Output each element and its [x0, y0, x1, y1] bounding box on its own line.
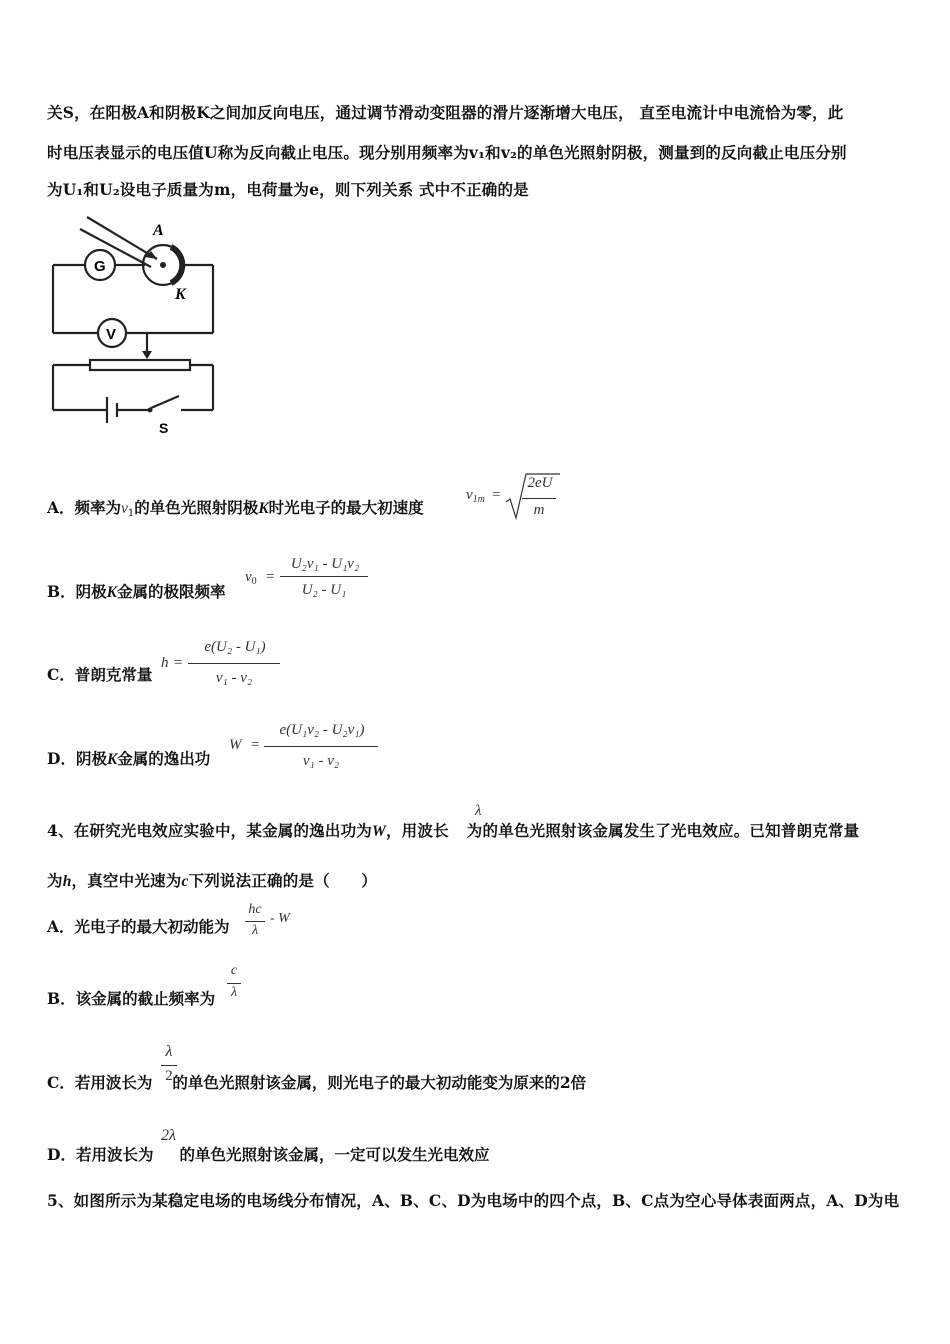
intro-line-3: 为U₁和U₂设电子质量为m，电荷量为e，则下列关系 式中不正确的是 [47, 180, 529, 199]
q5-line-1: 5、如图所示为某稳定电场的电场线分布情况，A、B、C、D为电场中的四个点，B、C点为空心导体表面两点，A、D为电 [47, 1191, 900, 1210]
q3-d-num: e(U₁v₂ - U₂v₁) [279, 722, 365, 738]
label-A: A [153, 222, 164, 239]
q4-line-2: 为h，真空中光速为c下列说法正确的是（ ） [47, 871, 377, 890]
q4-lambda: λ [475, 803, 482, 819]
q3-d-lhs: W [229, 737, 242, 753]
q3-option-c: C．普朗克常量 [47, 665, 153, 684]
q3-option-d: D．阴极K金属的逸出功 [47, 749, 211, 768]
q4-a-num: hc [248, 902, 262, 917]
q4-c-num: λ [165, 1043, 173, 1060]
q4-c-fraction-bar [161, 1065, 177, 1066]
label-G: G [94, 258, 106, 275]
intro-line-1: 关S，在阳极A和阴极K之间加反向电压，通过调节滑动变阻器的滑片逐渐增大电压， 直至电流计中电流恰为零，此 [47, 103, 844, 122]
q4-b-fraction-bar [227, 983, 241, 984]
rheostat [90, 360, 190, 370]
q4-option-c: C．若用波长为 的单色光照射该金属，则光电子的最大初动能变为原来的2倍 [47, 1073, 587, 1092]
q4-c-den: 2 [165, 1068, 173, 1084]
label-K: K [175, 286, 186, 303]
circuit-diagram [45, 205, 225, 440]
q3-c-lhs: h [161, 655, 169, 671]
q4-option-b: B．该金属的截止频率为 [47, 989, 216, 1008]
intro-line-2: 时电压表显示的电压值U称为反向截止电压。现分别用频率为v₁和v₂的单色光照射阴极，测量到的反向截止电压分别 [47, 143, 847, 162]
switch [151, 396, 179, 408]
q3-b-fraction-bar [280, 576, 368, 577]
q4-b-num: c [230, 963, 238, 978]
q3-b-den: U₂ - U₁ [301, 582, 347, 598]
q3-c-den: v₁ - v₂ [215, 670, 253, 686]
label-S: S [159, 420, 169, 436]
q3-a-den: m [533, 502, 545, 518]
q3-a-lhs: $v_{1m}$ [466, 487, 485, 505]
q3-b-num: U₂v₁ - U₁v₂ [290, 556, 360, 572]
q3-option-a: A．频率为$v_1$的单色光照射阴极K时光电子的最大初速度 [47, 498, 424, 519]
q4-option-d: D．若用波长为 的单色光照射该金属，一定可以发生光电效应 [47, 1145, 490, 1164]
q4-a-den: λ [251, 923, 259, 938]
q3-d-fraction-bar [264, 746, 378, 747]
q3-a-num: 2eU [527, 475, 553, 491]
q3-c-num: e(U₂ - U₁) [204, 639, 266, 655]
q3-option-b: B．阴极K金属的极限频率 [47, 582, 226, 601]
q4-a-tail: - W [270, 911, 290, 926]
q4-b-den: λ [230, 985, 238, 1000]
q3-d-eq: = [251, 737, 260, 753]
q3-c-fraction-bar [188, 663, 280, 664]
label-V: V [106, 326, 117, 343]
q3-a-fraction-bar [522, 498, 556, 499]
q4-line-1: 4、在研究光电效应实验中，某金属的逸出功为W，用波长 为的单色光照射该金属发生了光电效应。已知普朗克常量 [47, 821, 860, 840]
q3-c-eq: = [174, 655, 183, 671]
q4-option-a: A．光电子的最大初动能为 [47, 917, 230, 936]
q4-a-fraction-bar [245, 921, 265, 922]
q4-d-expr: 2λ [161, 1127, 176, 1144]
q3-d-den: v₁ - v₂ [302, 753, 340, 769]
q3-b-eq: = [266, 569, 275, 585]
q3-a-eq: = [492, 487, 501, 503]
q3-b-lhs: $v_0$ [245, 569, 257, 587]
